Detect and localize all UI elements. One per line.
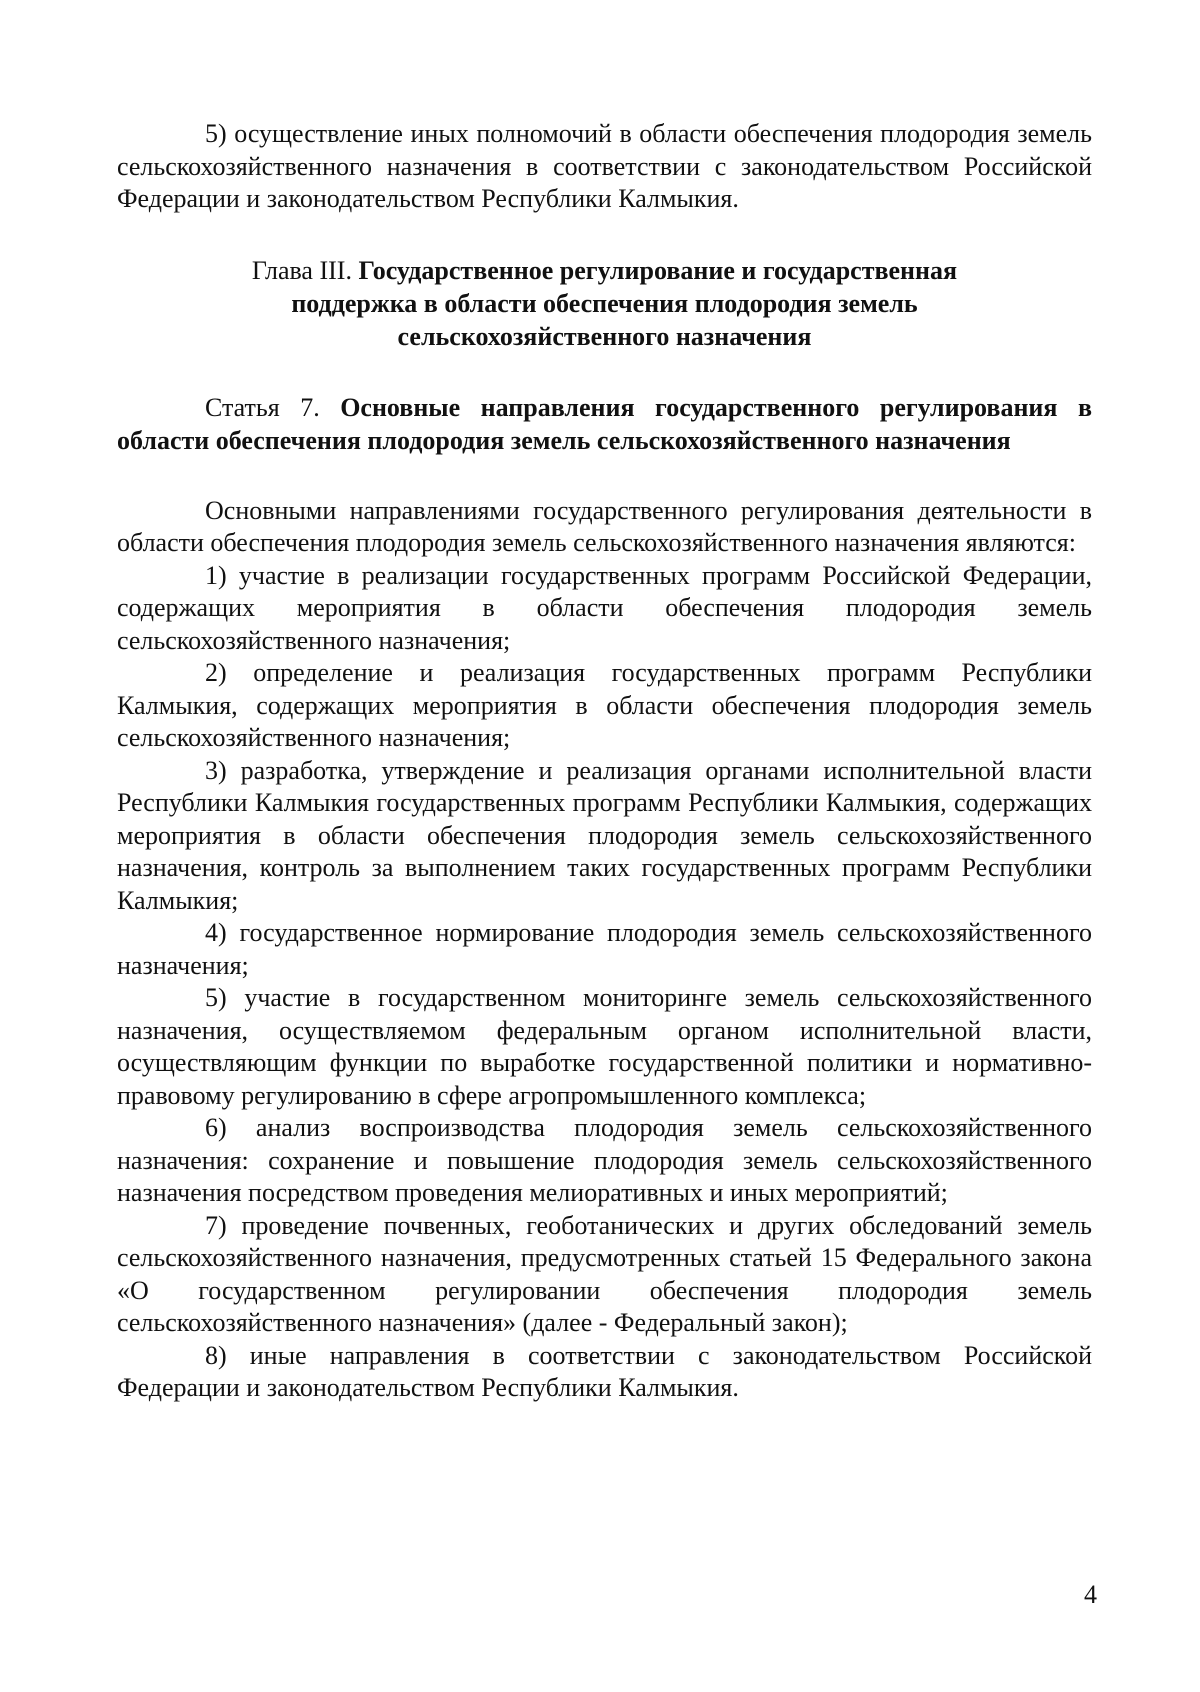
article-prefix: Статья 7.: [205, 392, 341, 422]
chapter-title-line-1: Государственное регулирование и государственная: [358, 255, 958, 285]
chapter-prefix: Глава III.: [251, 255, 359, 285]
intro-item-paragraph: 5) осуществление иных полномочий в области обеспечения плодородия земель сельскохозяйственного назначения в соответствии с законодательством Российской Федерации и законодательством Республики Калмыкия.: [117, 119, 1092, 213]
page-number: 4: [1084, 1580, 1097, 1609]
list-item-7: 7) проведение почвенных, геоботанических и других обследований земель сельскохозяйственного назначения, предусмотренных статьей 15 Федерального закона «О государственном регулировании обеспечения плодородия земель сельскохозяйственного назначения» (далее - Федеральный закон);: [117, 1210, 1092, 1337]
list-item-1: 1) участие в реализации государственных программ Российской Федерации, содержащих мероприятия в области обеспечения плодородия земель сельскохозяйственного назначения;: [117, 560, 1092, 655]
list-item-8: 8) иные направления в соответствии с законодательством Российской Федерации и законодательством Республики Калмыкия.: [117, 1340, 1092, 1402]
article-heading: [117, 391, 1092, 457]
document-page: [117, 118, 1092, 1405]
list-item-6: 6) анализ воспроизводства плодородия земель сельскохозяйственного назначения: сохранение и повышение плодородия земель сельскохозяйственного назначения посредством проведения мелиоративных и иных мероприятий;: [117, 1113, 1092, 1207]
chapter-title-line-3: сельскохозяйственного назначения: [397, 321, 812, 351]
list-item-2: 2) определение и реализация государственных программ Республики Калмыкия, содержащих мероприятия в области обеспечения плодородия земель сельскохозяйственного назначения;: [117, 658, 1092, 752]
chapter-heading: [117, 254, 1092, 353]
lead-paragraph: Основными направлениями государственного регулирования деятельности в области обеспечения плодородия земель сельскохозяйственного назначения являются:: [117, 495, 1092, 557]
article-title: Основные направления государственного регулирования в области обеспечения плодородия земель сельскохозяйственного назначения: [117, 392, 1092, 455]
list-item-5: 5) участие в государственном мониторинге земель сельскохозяйственного назначения, осуществляемом федеральным органом исполнительной власти, осуществляющим функции по выработке государственной политики и нормативно-правовому регулированию в сфере агропромышленного комплекса;: [117, 983, 1092, 1110]
list-item-4: 4) государственное нормирование плодородия земель сельскохозяйственного назначения;: [117, 918, 1092, 980]
list-item-3: 3) разработка, утверждение и реализация органами исполнительной власти Республики Калмыкия государственных программ Республики Калмыкия, содержащих мероприятия в области обеспечения плодородия земель сельскохозяйственного назначения, контроль за выполнением таких государственных программ Республики Калмыкия;: [117, 755, 1092, 915]
chapter-title-line-2: поддержка в области обеспечения плодородия земель: [291, 288, 918, 318]
